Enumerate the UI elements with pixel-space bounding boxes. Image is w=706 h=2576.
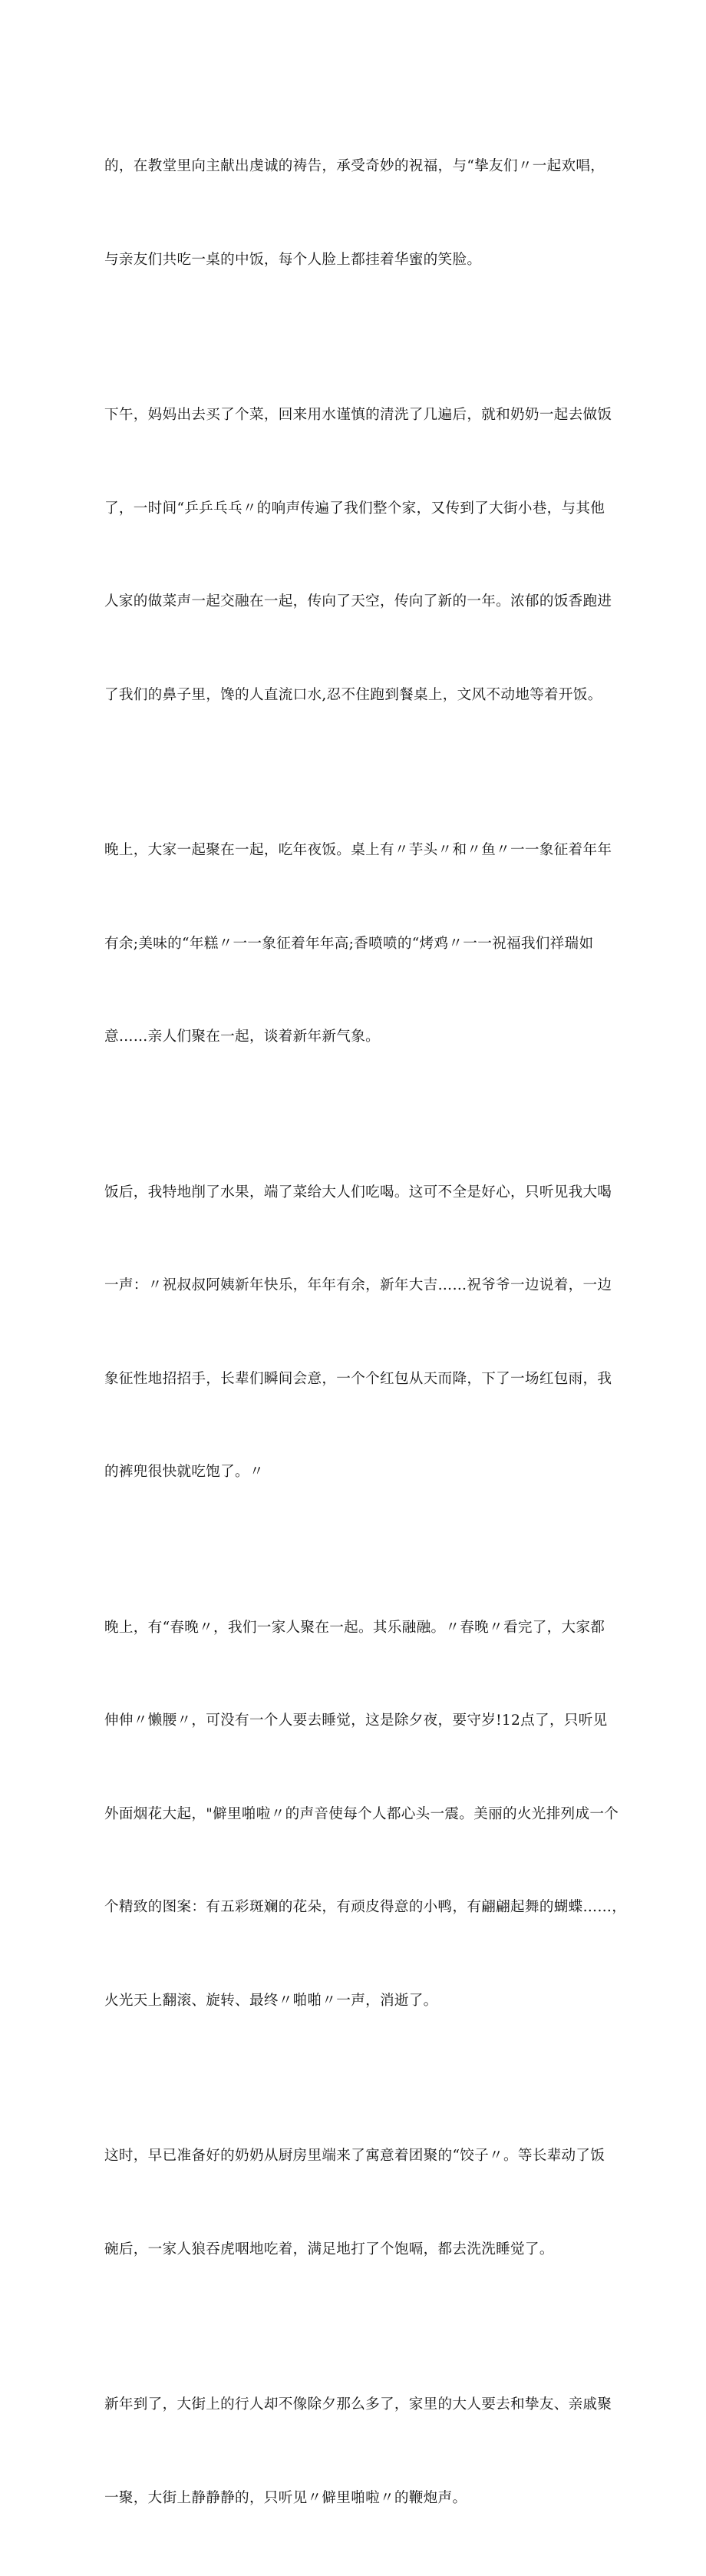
text-line: 晚上，有“春晚〃，我们一家人聚在一起。其乐融融。〃春晚〃看完了，大家都 (104, 1619, 605, 1636)
text-line: 一声：〃祝叔叔阿姨新年快乐，年年有余，新年大吉……祝爷爷一边说着，一边 (104, 1277, 612, 1293)
text-line: 外面烟花大起，"僻里啪啦〃的声音使每个人都心头一震。美丽的火光排列成一个 (104, 1805, 619, 1822)
paragraph-5 (104, 1551, 627, 2079)
paragraph-4 (104, 1115, 614, 1551)
text-line: 了我们的鼻子里，馋的人直流口水,忍不住跑到餐桌上，文风不动地等着开饭。 (104, 686, 602, 703)
text-line: 个精致的图案：有五彩斑斓的花朵，有顽皮得意的小鸭，有翩翩起舞的蝴蝶……， (104, 1899, 627, 1915)
text-line: 饭后，我特地削了水果，端了菜给大人们吃喝。这可不全是好心，只听见我大喝 (104, 1184, 612, 1200)
paragraph-6 (104, 2079, 614, 2327)
text-line: 下午，妈妈出去买了个菜，回来用水谨慎的清洗了几遍后，就和奶奶一起去做饭 (104, 407, 612, 423)
text-line: 火光天上翻滚、旋转、最终〃啪啪〃一声，消逝了。 (104, 1992, 438, 2009)
text-line: 意……亲人们聚在一起，谈着新年新气象。 (104, 1029, 380, 1045)
paragraph-7 (104, 2327, 614, 2576)
text-line: 的裤兜很快就吃饱了。〃 (104, 1464, 264, 1480)
text-line: 晚上，大家一起聚在一起，吃年夜饭。桌上有〃芋头〃和〃鱼〃一一象征着年年 (104, 842, 612, 858)
text-line: 碗后，一家人狼吞虎咽地吃着，满足地打了个饱嗝，都去洗洗睡觉了。 (104, 2241, 554, 2257)
text-line: 了，一时间“乒乒乓乓〃的响声传遍了我们整个家，又传到了大街小巷，与其他 (104, 500, 605, 517)
text-line: 新年到了，大街上的行人却不像除夕那么多了，家里的大人要去和挚友、亲戚聚 (104, 2396, 612, 2413)
paragraph-2 (104, 338, 614, 773)
text-line: 这时，早已准备好的奶奶从厨房里端来了寓意着团聚的“饺子〃。等长辈动了饭 (104, 2148, 605, 2164)
document-body (104, 89, 627, 2576)
text-line: 象征性地招招手，长辈们瞬间会意，一个个红包从天而降，下了一场红包雨，我 (104, 1370, 612, 1387)
text-line: 伸伸〃懒腰〃，可没有一个人要去睡觉，这是除夕夜，要守岁!12点了，只听见 (104, 1712, 608, 1729)
paragraph-3 (104, 773, 614, 1115)
text-line: 与亲友们共吃一桌的中饭，每个人脸上都挂着华蜜的笑脸。 (104, 251, 482, 268)
paragraph-1 (104, 89, 614, 338)
text-line: 一聚，大街上静静静的，只听见〃僻里啪啦〃的鞭炮声。 (104, 2489, 467, 2506)
text-line: 的，在教堂里向主献出虔诚的祷告，承受奇妙的祝福，与“挚友们〃一起欢唱， (104, 158, 605, 174)
text-line: 人家的做菜声一起交融在一起，传向了天空，传向了新的一年。浓郁的饭香跑进 (104, 593, 612, 609)
text-line: 有余;美味的“年糕〃一一象征着年年高;香喷喷的“烤鸡〃一一祝福我们祥瑞如 (104, 935, 594, 952)
